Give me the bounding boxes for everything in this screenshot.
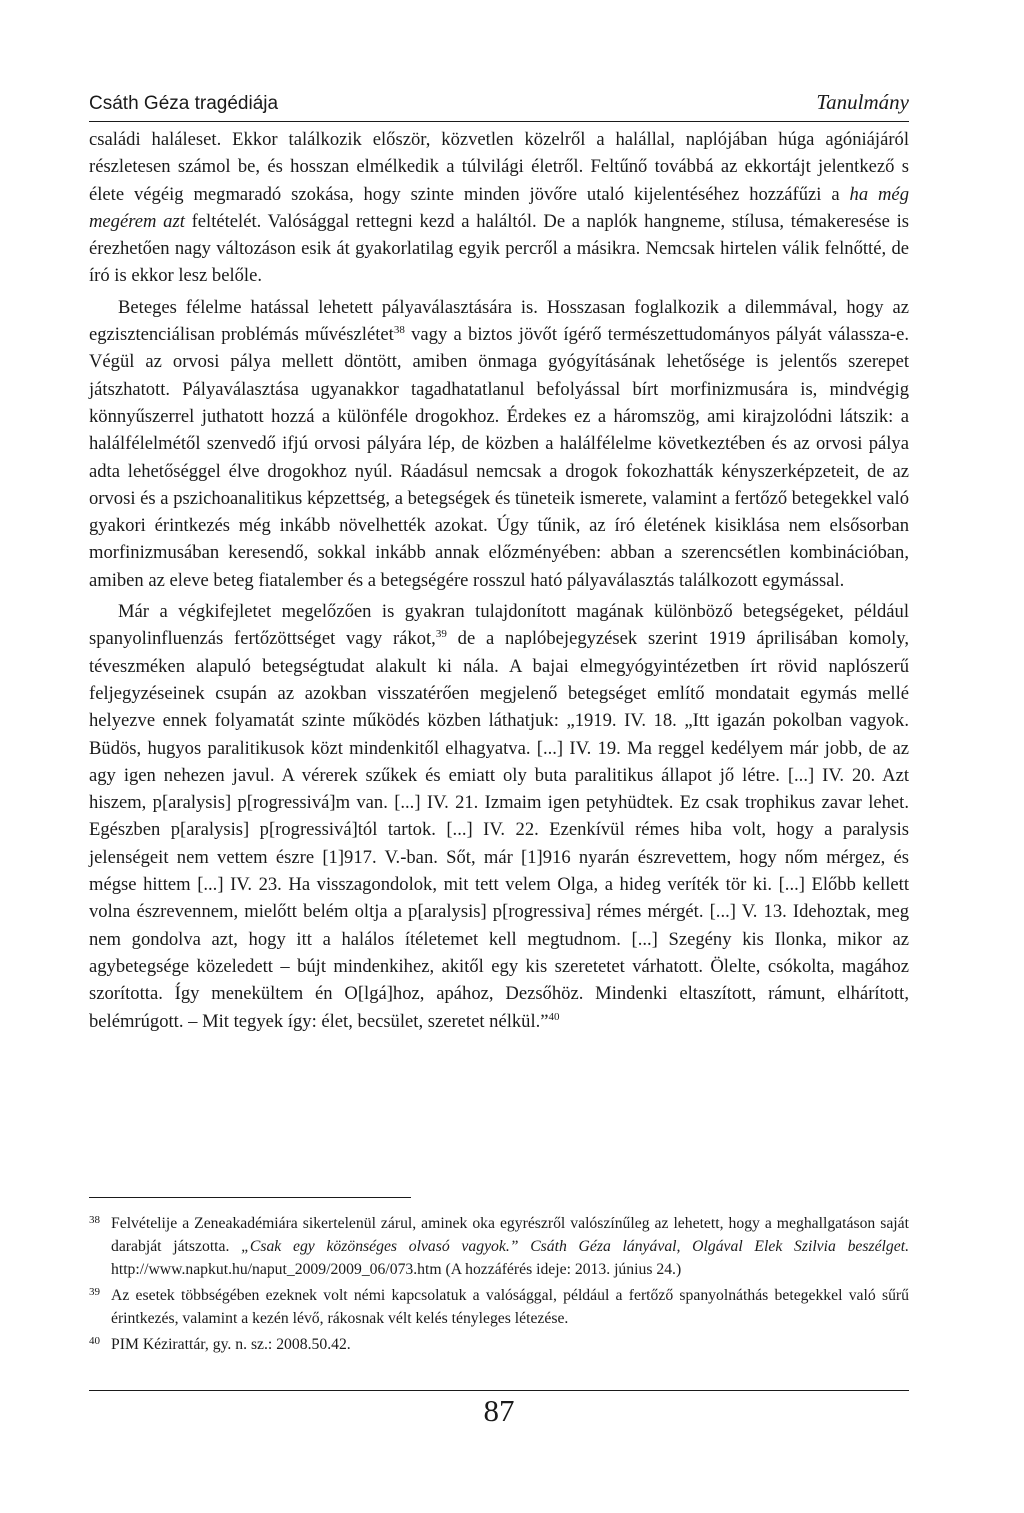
footnote-number: 40 <box>89 1335 100 1347</box>
footnote-ref-40[interactable]: 40 <box>548 1010 560 1023</box>
footnote-divider <box>89 1197 411 1198</box>
page-number: 87 <box>483 1393 515 1428</box>
footnote-text: PIM Kézirattár, gy. n. sz.: 2008.50.42. <box>111 1336 351 1353</box>
paragraph-2-text: Beteges félelme hatással lehetett pályaválasztására is. Hosszasan foglalkozik a dilemmával, hogy az egzisztenciálisan problémás művészlétet <box>89 296 909 346</box>
running-head-title: Csáth Géza tragédiája <box>89 93 279 114</box>
page-bottom-rule <box>89 1390 909 1391</box>
running-head-section: Tanulmány <box>816 90 909 114</box>
running-head <box>89 87 909 122</box>
page <box>89 0 909 1513</box>
paragraph-2-text-cont: vagy a biztos jövőt ígérő természettudományos pályát válassza-e. Végül az orvosi pálya mellett döntött, amiben önmaga gyógyításának lehetősége is jelentős szerepet játszhatott. Pályaválasztása ugyanakkor tagadhatatlanul befolyással bírt morfinizmusára is, mindvégig könnyűszerrel juthatott hozzá a különféle drogokhoz. Érdekes ez a háromszög, ami kirajzolódni látszik: a halálfélelmétől szenvedő ifjú orvosi pályára lép, de közben a halálfélelme következtében és az orvosi pálya adta lehetőséggel élve drogokhoz nyúl. Ráadásul nemcsak a drogok fokozhatták kényszerképzeteit, de az orvosi és a pszichoanalitikus képzettség, a betegségek és tüneteik ismerete, valamint a fertőző betegekkel való gyakori érintkezés még inkább növelhették azokat. Úgy tűnik, az író életének kisiklása nem elsősorban morfinizmusában keresendő, sokkal inkább annak előzményében: abban a szerencsétlen kombinációban, amiben az eleve beteg fiatalember és a betegségére rosszul ható pályaválasztás találkozott egymással. <box>89 324 910 591</box>
paragraph-3-quote: de a naplóbejegyzések szerint 1919 áprilisában komoly, téveszméken alapuló betegségtudat alakult ki nála. A bajai elmegyógyintézetben írt rövid naplószerű feljegyzéseinek csupán az azokban visszatérően megjelenő betegséget említő mondatait egymás mellé helyezve ennek folyamatát szinte működés közben láthatjuk: „1919. IV. 18. „Itt igazán pokolban vagyok. Büdös, hugyos paralitikusok közt mindenkitől elhagyatva. [...] IV. 19. Ma reggel kedélyem már jobb, de az agy igen nehezen javul. A vérerek szűkek és emiatt oly buta paralitikus állapot jő létre. [...] IV. 20. Azt hiszem, p[aralysis] p[rogressivá]m van. [...] IV. 21. Izmaim igen petyhüdtek. Ez csak trophikus zavar lehet. Egészben p[aralysis] p[rogressivá]tól tartok. [...] IV. 22. Ezenkívül rémes hiba volt, hogy a paralysis jelenségeit nem vettem észre [1]917. V.-ban. Sőt, már [1]916 nyarán észrevettem, hogy nőm mérgez, és mégse hittem [...] IV. 23. Ha visszagondolok, mit tett velem Olga, a hideg veríték tör ki. [...] Előbb kellett volna észrevennem, mielőtt belém oltja a p[aralysis] p[rogressiva] rémes mérgét. [...] V. 13. Idehoztak, meg nem gondolva azt, hogy itt a halálos ítéletemet kell megtudnom. [...] Szegény kis Ilonka, mikor az agybetegsége közeledett – bújt mindenkihez, akitől egy kis szeretetet várhatott. Ölelte, csókolta, magához szorította. Így menekültem én O[lgá]hoz, apához, Dezsőhöz. Mindenki eltaszított, rámunt, elhárított, belémrúgott. – Mit tegyek így: élet, becsület, szeretet nélkül.” <box>89 628 909 1032</box>
footnote-text: Az esetek többségében ezeknek volt némi kapcsolatuk a valósággal, például a fertőző spanyolnáthás betegekkel való sűrű érintkezés, valamint a kezén lévő, rákosnak vélt kelés tényleges létezése. <box>111 1287 909 1327</box>
paragraph-1-text: családi haláleset. Ekkor találkozik először, közvetlen közelről a halállal, naplójában húga agóniájáról részletesen számol be, és hosszan elmélkedik a túlvilági életről. Feltűnő továbbá az ekkortájt jelentkező s élete végéig megmaradó szokása, hogy szinte minden jövőre utaló kijelentéséhez hozzáfűzi a <box>89 129 909 205</box>
main-text <box>89 126 909 1039</box>
footnote-ref-39[interactable]: 39 <box>435 628 447 641</box>
paragraph-1-text-end: feltételét. Valósággal rettegni kezd a haláltól. De a naplók hangneme, stílusa, témakeresése is érezhetően nagy változáson esik át gyakorlatilag egyik percről a másikra. Nemcsak hirtelen válik felnőtté, de író is ekkor lesz belőle. <box>89 210 910 287</box>
paragraph-3 <box>89 598 909 1035</box>
footnote-url[interactable]: http://www.napkut.hu/naput_2009/2009_06/073.htm (A hozzáférés ideje: 2013. június 24.) <box>111 1261 682 1278</box>
footnote-38 <box>89 1212 909 1281</box>
footnote-ref-38[interactable]: 38 <box>393 324 405 337</box>
paragraph-2 <box>89 294 909 594</box>
footnote-italic-title: „Csak egy közönséges olvasó vagyok.” Csáth Géza lányával, Olgával Elek Szilvia beszélget. <box>241 1238 909 1255</box>
footnotes <box>89 1212 909 1359</box>
footnote-number: 38 <box>89 1214 100 1226</box>
paragraph-1 <box>89 126 909 290</box>
footnote-number: 39 <box>89 1286 100 1298</box>
footnote-40 <box>89 1333 909 1356</box>
paragraph-3-text: Már a végkifejletet megelőzően is gyakran tulajdonított magának különböző betegségeket, például spanyolinfluenzás fertőzöttséget vagy rákot, <box>89 601 909 650</box>
footnote-39 <box>89 1284 909 1330</box>
footnote-text: Felvételije a Zeneakadémiára sikertelenül zárul, aminek oka egyrészről valószínűleg az lehetett, hogy a meghallgatáson saját darabját játszotta. <box>111 1215 909 1255</box>
paragraph-1-italic: ha még megérem azt <box>89 183 909 232</box>
